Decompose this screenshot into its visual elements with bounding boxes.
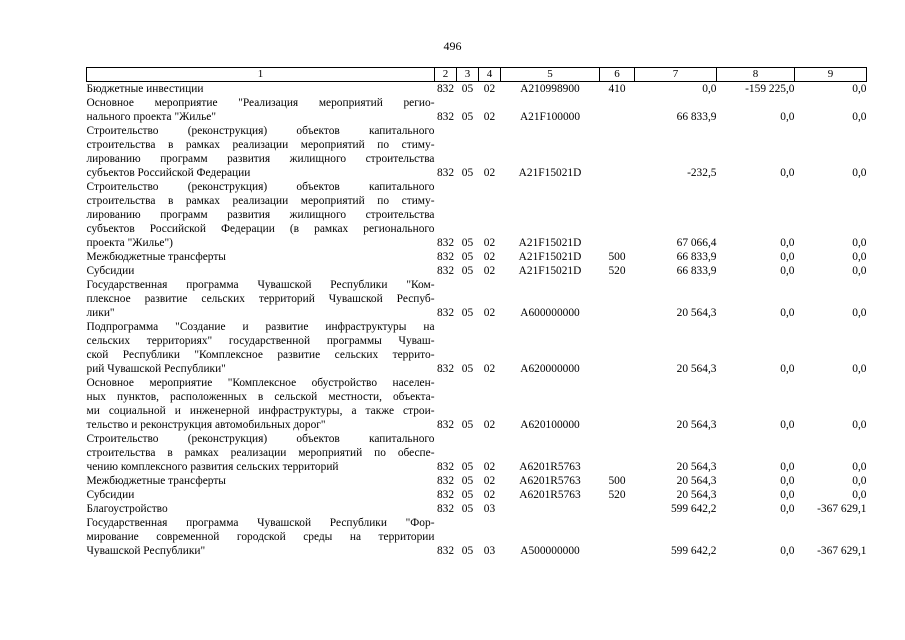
code-admin: 832 [436, 265, 455, 277]
table-row [87, 488, 867, 502]
amount-col8: -159 225,0 [745, 83, 795, 95]
row-name-line: Государственная программа Чувашской Республики "Фор- [86, 517, 435, 529]
row-name-line: Межбюджетные трансферты [86, 475, 226, 487]
code-subsection: 02 [483, 237, 496, 249]
code-expense-type [600, 124, 635, 180]
code-admin: 832 [436, 475, 455, 487]
code-subsection: 02 [483, 419, 496, 431]
amount-col9: 0,0 [852, 167, 867, 179]
amount-col7: 20 564,3 [676, 489, 717, 501]
table-row [87, 432, 867, 474]
row-name [87, 432, 435, 474]
amount-col7: 599 642,2 [670, 503, 717, 515]
code-target: A21F15021D [518, 237, 582, 249]
amount-col7: 67 066,4 [676, 237, 717, 249]
amount-col8: 0,0 [780, 237, 795, 249]
code-admin: 832 [436, 503, 455, 515]
table-row [87, 82, 867, 97]
code-section: 05 [461, 419, 474, 431]
amount-col7: 0,0 [702, 83, 717, 95]
row-name-line: Основное мероприятие "Комплексное обустройство населен- [86, 377, 435, 389]
amount-col9: 0,0 [852, 489, 867, 501]
row-name-line: проекта "Жилье") [86, 237, 173, 249]
row-name-line: Основное мероприятие "Реализация мероприятий регио- [86, 97, 435, 109]
code-section: 05 [461, 237, 474, 249]
code-target: A21F15021D [518, 265, 582, 277]
column-number-header [87, 68, 867, 82]
row-name-line: Подпрограмма "Создание и развитие инфраструктуры на [86, 321, 435, 333]
amount-col7: 66 833,9 [676, 111, 717, 123]
amount-col7: 66 833,9 [676, 251, 717, 263]
amount-col9: 0,0 [852, 363, 867, 375]
row-name-line: Строительство (реконструкция) объектов капитального [86, 433, 435, 445]
code-expense-type: 520 [608, 265, 626, 277]
table-body [87, 82, 867, 559]
code-target: A21F100000 [519, 111, 581, 123]
amount-col7: 20 564,3 [676, 363, 717, 375]
amount-col9: 0,0 [852, 111, 867, 123]
code-target: A6201R5763 [519, 489, 581, 501]
row-name-line: Строительство (реконструкция) объектов капитального [86, 125, 435, 137]
code-expense-type: 500 [608, 251, 626, 263]
code-admin: 832 [436, 167, 455, 179]
code-admin: 832 [436, 111, 455, 123]
row-name-line: Субсидии [86, 489, 135, 501]
code-target: A500000000 [520, 545, 580, 557]
code-expense-type [600, 502, 635, 516]
code-section: 05 [461, 503, 474, 515]
amount-col8: 0,0 [780, 251, 795, 263]
code-target: A6201R5763 [519, 461, 581, 473]
amount-col9: 0,0 [852, 237, 867, 249]
code-target: A600000000 [520, 307, 580, 319]
amount-col7: 20 564,3 [676, 475, 717, 487]
amount-col8: 0,0 [780, 503, 795, 515]
row-name-line: Субсидии [86, 265, 135, 277]
code-target: A21F15021D [518, 251, 582, 263]
amount-col9: 0,0 [852, 475, 867, 487]
amount-col7: 20 564,3 [676, 461, 717, 473]
row-name [87, 264, 435, 278]
row-name [87, 278, 435, 320]
row-name [87, 502, 435, 516]
row-name-line: тельство и реконструкция автомобильных дорог" [86, 419, 326, 431]
row-name-line: ской Республики "Комплексное развитие сельских террито- [86, 349, 435, 361]
code-admin: 832 [436, 461, 455, 473]
row-name-line: ных пунктов, расположенных в сельской местности, объекта- [86, 391, 435, 403]
row-name [87, 516, 435, 558]
table-row [87, 180, 867, 250]
page-number: 496 [443, 39, 462, 53]
code-section: 05 [461, 83, 474, 95]
table-row [87, 96, 867, 124]
amount-col8: 0,0 [780, 363, 795, 375]
code-target: A620000000 [520, 363, 580, 375]
table-row [87, 376, 867, 432]
code-section: 05 [461, 363, 474, 375]
column-header: 9 [795, 68, 867, 82]
row-name-line: Чувашской Республики" [86, 545, 206, 557]
amount-col9: 0,0 [852, 265, 867, 277]
code-subsection: 02 [483, 307, 496, 319]
row-name [87, 320, 435, 376]
amount-col8: 0,0 [780, 475, 795, 487]
code-admin: 832 [436, 83, 455, 95]
code-section: 05 [461, 307, 474, 319]
table-row [87, 124, 867, 180]
amount-col8: 0,0 [780, 307, 795, 319]
amount-col7: 20 564,3 [676, 307, 717, 319]
amount-col8: 0,0 [780, 111, 795, 123]
code-subsection: 02 [483, 251, 496, 263]
row-name-line: лированию программ развития жилищного строительства [86, 153, 435, 165]
row-name-line: Благоустройство [86, 503, 168, 515]
code-section: 05 [461, 111, 474, 123]
row-name [87, 82, 435, 97]
column-header: 2 [435, 68, 457, 82]
code-section: 05 [461, 265, 474, 277]
code-admin: 832 [436, 251, 455, 263]
code-target [501, 502, 600, 516]
table-row [87, 278, 867, 320]
table-row [87, 320, 867, 376]
table-row [87, 502, 867, 516]
code-admin: 832 [436, 363, 455, 375]
amount-col7: 66 833,9 [676, 265, 717, 277]
code-expense-type [600, 180, 635, 250]
amount-col8: 0,0 [780, 461, 795, 473]
amount-col9: 0,0 [852, 251, 867, 263]
row-name-line: Строительство (реконструкция) объектов капитального [86, 181, 435, 193]
column-header: 1 [87, 68, 435, 82]
row-name [87, 474, 435, 488]
code-expense-type [600, 278, 635, 320]
amount-col8: 0,0 [780, 265, 795, 277]
code-subsection: 02 [483, 265, 496, 277]
row-name-line: строительства в рамках реализации мероприятий по стиму- [86, 195, 435, 207]
code-section: 05 [461, 475, 474, 487]
budget-table [86, 67, 867, 558]
code-subsection: 02 [483, 111, 496, 123]
code-expense-type [600, 516, 635, 558]
code-admin: 832 [436, 237, 455, 249]
code-target: A620100000 [520, 419, 580, 431]
column-header: 5 [501, 68, 600, 82]
code-section: 05 [461, 489, 474, 501]
row-name-line: лики" [86, 307, 115, 319]
column-header: 4 [479, 68, 501, 82]
amount-col9: 0,0 [852, 83, 867, 95]
row-name-line: лированию программ развития жилищного строительства [86, 209, 435, 221]
column-header: 6 [600, 68, 635, 82]
row-name-line: Бюджетные инвестиции [86, 83, 204, 95]
code-subsection: 02 [483, 363, 496, 375]
row-name-line: строительства в рамках реализации мероприятий по стиму- [86, 139, 435, 151]
table-row [87, 250, 867, 264]
row-name [87, 250, 435, 264]
row-name-line: плексное развитие сельских территорий Чувашской Респуб- [86, 293, 435, 305]
code-subsection: 02 [483, 475, 496, 487]
amount-col9: -367 629,1 [817, 503, 867, 515]
code-section: 05 [461, 545, 474, 557]
code-subsection: 02 [483, 167, 496, 179]
table-row [87, 516, 867, 558]
row-name-line: ми социальной и инженерной инфраструктуры, а также строи- [86, 405, 435, 417]
code-section: 05 [461, 461, 474, 473]
row-name-line: чению комплексного развития сельских территорий [86, 461, 339, 473]
code-target: A210998900 [520, 83, 580, 95]
code-admin: 832 [436, 545, 455, 557]
row-name-line: рий Чувашской Республики" [86, 363, 226, 375]
row-name-line: субъектов Российской Федерации (в рамках регионального [86, 223, 435, 235]
amount-col8: 0,0 [780, 545, 795, 557]
amount-col9: 0,0 [852, 419, 867, 431]
row-name-line: Государственная программа Чувашской Республики "Ком- [86, 279, 435, 291]
code-admin: 832 [436, 307, 455, 319]
code-expense-type: 410 [608, 83, 626, 95]
amount-col7: -232,5 [687, 167, 717, 179]
row-name-line: нального проекта "Жилье" [86, 111, 216, 123]
code-subsection: 03 [483, 503, 496, 515]
code-subsection: 02 [483, 83, 496, 95]
row-name-line: мирование современной городской среды на территории [86, 531, 435, 543]
code-section: 05 [461, 251, 474, 263]
code-subsection: 02 [483, 489, 496, 501]
code-target: A21F15021D [518, 167, 582, 179]
amount-col9: -367 629,1 [817, 545, 867, 557]
code-admin: 832 [436, 489, 455, 501]
amount-col8: 0,0 [780, 489, 795, 501]
code-expense-type [600, 320, 635, 376]
code-admin: 832 [436, 419, 455, 431]
code-expense-type [600, 96, 635, 124]
table-row [87, 474, 867, 488]
code-expense-type [600, 432, 635, 474]
row-name-line: сельских территориях" государственной программы Чуваш- [86, 335, 435, 347]
row-name [87, 488, 435, 502]
column-header: 8 [717, 68, 795, 82]
code-expense-type [600, 376, 635, 432]
row-name [87, 96, 435, 124]
amount-col9: 0,0 [852, 307, 867, 319]
code-subsection: 03 [483, 545, 496, 557]
code-expense-type: 500 [608, 475, 626, 487]
column-header: 7 [635, 68, 717, 82]
row-name-line: Межбюджетные трансферты [86, 251, 226, 263]
code-subsection: 02 [483, 461, 496, 473]
amount-col7: 20 564,3 [676, 419, 717, 431]
table-row [87, 264, 867, 278]
row-name [87, 180, 435, 250]
row-name-line: строительства в рамках реализации мероприятий по обеспе- [86, 447, 435, 459]
row-name-line: субъектов Российской Федерации [86, 167, 251, 179]
code-section: 05 [461, 167, 474, 179]
row-name [87, 124, 435, 180]
column-header: 3 [457, 68, 479, 82]
code-target: A6201R5763 [519, 475, 581, 487]
row-name [87, 376, 435, 432]
amount-col9: 0,0 [852, 461, 867, 473]
code-expense-type: 520 [608, 489, 626, 501]
amount-col8: 0,0 [780, 419, 795, 431]
amount-col8: 0,0 [780, 167, 795, 179]
amount-col7: 599 642,2 [670, 545, 717, 557]
